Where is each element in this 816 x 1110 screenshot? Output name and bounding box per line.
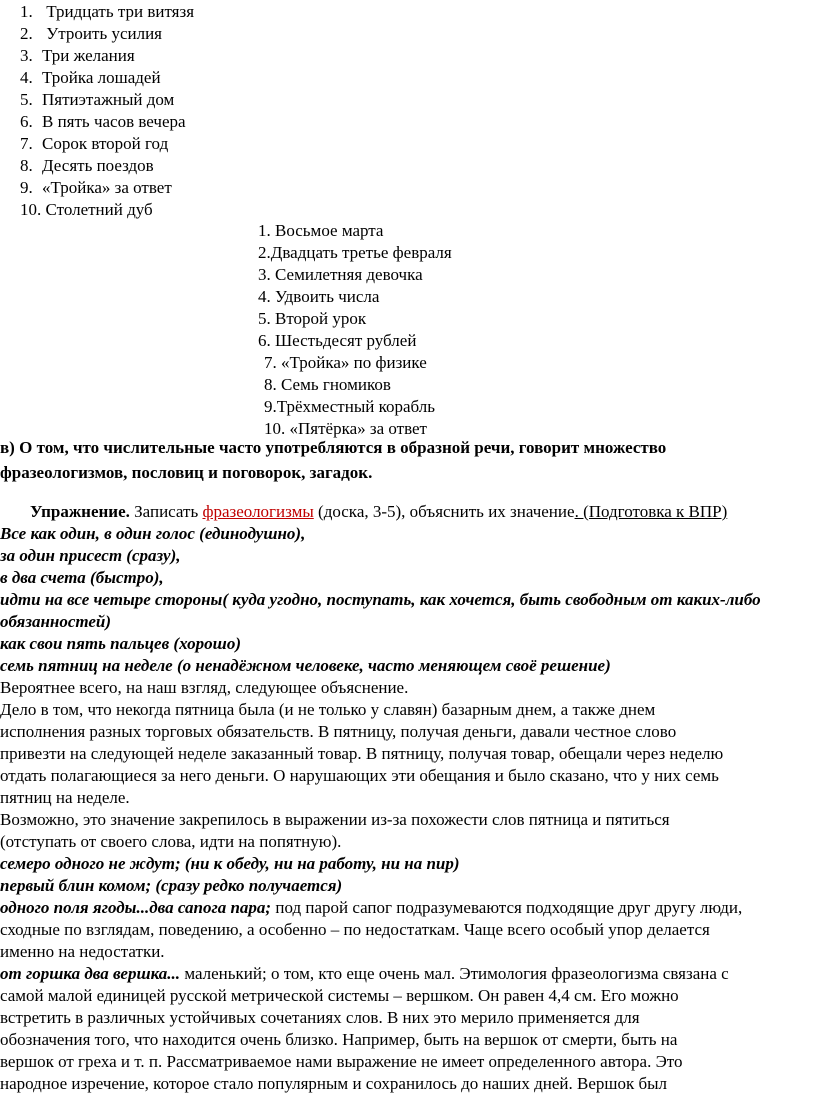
idiom-line: за один присест (сразу), xyxy=(0,546,181,565)
list-item: 6. Шестьдесят рублей xyxy=(258,331,417,350)
exercise-prep-note: . (Подготовка к ВПР) xyxy=(574,502,728,521)
list-item: 9.Трёхместный корабль xyxy=(264,397,436,416)
idiom-line: обязанностей) xyxy=(0,612,112,631)
paragraph-line: Вероятнее всего, на наш взгляд, следующее объяснение. xyxy=(0,678,409,697)
paragraph-line: обозначения того, что находится очень близко. Например, быть на вершок от смерти, быть на xyxy=(0,1030,678,1049)
exercise-text: Записать xyxy=(129,502,203,521)
list-item: 4. Тройка лошадей xyxy=(20,68,161,87)
paragraph-line: сходные по взглядам, поведению, а особенно – по недостаткам. Чаще всего особый упор делается xyxy=(0,920,710,939)
exercise-line xyxy=(30,501,727,523)
paragraph-line: встретить в различных устойчивых сочетаниях слов. В них это мерило применяется для xyxy=(0,1008,640,1027)
idiom-line: в два счета (быстро), xyxy=(0,568,164,587)
list-item: 9. «Тройка» за ответ xyxy=(20,178,172,197)
paragraph-line: Дело в том, что некогда пятница была (и не только у славян) базарным днем, а также днем xyxy=(0,700,656,719)
idiom-line: как свои пять пальцев (хорошо) xyxy=(0,634,241,653)
phraseology-link[interactable]: фразеологизмы xyxy=(202,502,314,521)
list-item: 1. Тридцать три витязя xyxy=(20,2,195,21)
idiom-inline: одного поля ягоды...два сапога пара; xyxy=(0,898,272,917)
list-item: 3. Три желания xyxy=(20,46,135,65)
exercise-text: (доска, 3-5), объяснить их значение xyxy=(313,502,575,521)
paragraph-line: именно на недостатки. xyxy=(0,942,165,961)
list-item: 2. Утроить усилия xyxy=(20,24,162,43)
list-item: 3. Семилетняя девочка xyxy=(258,265,423,284)
paragraph-line xyxy=(0,897,742,919)
list-item: 6. В пять часов вечера xyxy=(20,112,186,131)
list-item: 5. Второй урок xyxy=(258,309,367,328)
list-item: 10. Столетний дуб xyxy=(20,200,153,219)
paragraph-line: народное изречение, которое стало популярным и сохранилось до наших дней. Вершок был xyxy=(0,1074,668,1093)
list-item: 8. Семь гномиков xyxy=(264,375,391,394)
exercise-label: Упражнение. xyxy=(30,502,130,521)
paragraph-line: Возможно, это значение закрепилось в выражении из-за похожести слов пятница и пятиться xyxy=(0,810,670,829)
idiom-line: Все как один, в один голос (единодушно), xyxy=(0,524,306,543)
paragraph-text: маленький; о том, кто еще очень мал. Этимология фразеологизма связана с xyxy=(180,964,729,983)
idiom-line: семь пятниц на неделе (о ненадёжном человеке, часто меняющем своё решение) xyxy=(0,656,611,675)
list-item: 10. «Пятёрка» за ответ xyxy=(264,419,427,438)
paragraph-line: (отступать от своего слова, идти на попятную). xyxy=(0,832,342,851)
paragraph-line: пятниц на неделе. xyxy=(0,788,130,807)
list-item: 7. Сорок второй год xyxy=(20,134,169,153)
paragraph-line: самой малой единицей русской метрической системы – вершком. Он равен 4,4 см. Его можно xyxy=(0,986,679,1005)
list-item: 7. «Тройка» по физике xyxy=(264,353,427,372)
section-heading-line1: в) О том, что числительные часто употребляются в образной речи, говорит множество xyxy=(0,438,667,457)
idiom-line: идти на все четыре стороны( куда угодно, поступать, как хочется, быть свободным от каких-либо xyxy=(0,590,761,609)
paragraph-line: исполнения разных торговых обязательств. В пятницу, получая деньги, давали честное слово xyxy=(0,722,677,741)
paragraph-line: привезти на следующей неделе заказанный товар. В пятницу, получая товар, обещали через неделю xyxy=(0,744,724,763)
list-item: 4. Удвоить числа xyxy=(258,287,380,306)
list-item: 1. Восьмое марта xyxy=(258,221,384,240)
paragraph-line: отдать полагающиеся за него деньги. О нарушающих эти обещания и было сказано, что у них семь xyxy=(0,766,719,785)
paragraph-line: вершок от греха и т. п. Рассматриваемое нами выражение не имеет определенного автора. Это xyxy=(0,1052,683,1071)
list-item: 5. Пятиэтажный дом xyxy=(20,90,175,109)
paragraph-text: под парой сапог подразумеваются подходящие друг другу люди, xyxy=(271,898,743,917)
paragraph-line xyxy=(0,963,729,985)
section-heading-line2: фразеологизмов, пословиц и поговорок, загадок. xyxy=(0,463,373,482)
idiom-line: первый блин комом; (сразу редко получается) xyxy=(0,876,343,895)
list-item: 2.Двадцать третье февраля xyxy=(258,243,452,262)
idiom-inline: от горшка два вершка... xyxy=(0,964,181,983)
list-item: 8. Десять поездов xyxy=(20,156,154,175)
idiom-line: семеро одного не ждут; (ни к обеду, ни на работу, ни на пир) xyxy=(0,854,460,873)
